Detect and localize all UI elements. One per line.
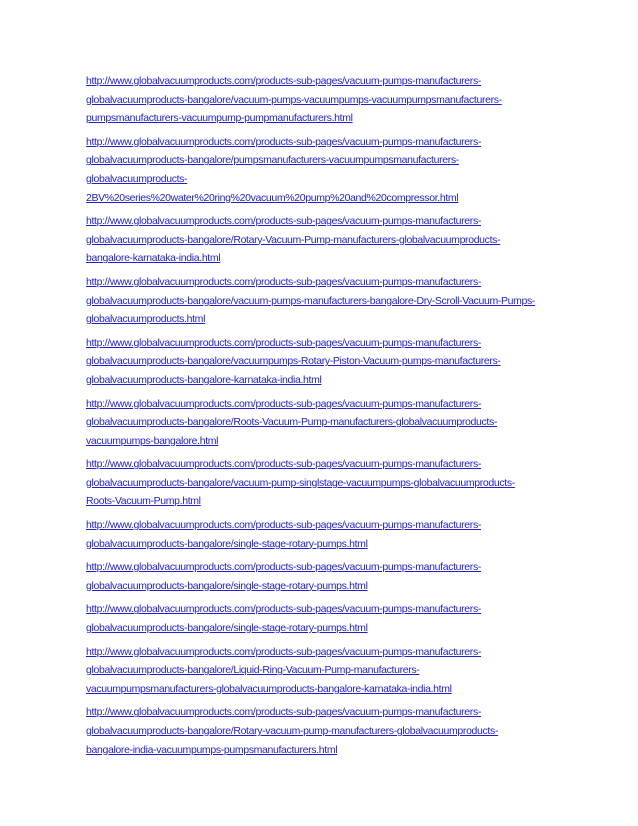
link-item[interactable] xyxy=(86,395,576,451)
link-text-line[interactable]: globalvacuumproducts-bangalore/pumpsmanufacturers-vacuumpumpsmanufacturers- xyxy=(86,154,459,167)
link-text-line[interactable]: globalvacuumproducts-bangalore/vacuumpumps-Rotary-Piston-Vacuum-pumps-manufacturers- xyxy=(86,355,501,368)
link-text-line[interactable]: http://www.globalvacuumproducts.com/products-sub-pages/vacuum-pumps-manufacturers- xyxy=(86,706,481,719)
link-item[interactable] xyxy=(86,334,576,390)
link-text-line[interactable]: http://www.globalvacuumproducts.com/products-sub-pages/vacuum-pumps-manufacturers- xyxy=(86,645,481,658)
link-text-line[interactable]: pumpsmanufacturers-vacuumpump-pumpmanufacturers.html xyxy=(86,112,353,125)
link-text-line[interactable]: globalvacuumproducts-bangalore/single-stage-rotary-pumps.html xyxy=(86,537,368,550)
link-text-line[interactable]: globalvacuumproducts-bangalore/vacuum-pumps-vacuumpumps-vacuumpumpsmanufacturers- xyxy=(86,93,502,106)
link-item[interactable] xyxy=(86,643,576,699)
link-item[interactable] xyxy=(86,133,576,207)
link-item[interactable] xyxy=(86,703,576,759)
link-text-line[interactable]: http://www.globalvacuumproducts.com/products-sub-pages/vacuum-pumps-manufacturers- xyxy=(86,75,481,87)
link-text-line[interactable]: globalvacuumproducts-bangalore/vacuum-pumps-manufacturers-bangalore-Dry-Scroll-Vacuum-Pumps- xyxy=(86,294,536,307)
link-item[interactable] xyxy=(86,212,576,268)
link-text-line[interactable]: http://www.globalvacuumproducts.com/products-sub-pages/vacuum-pumps-manufacturers- xyxy=(86,336,481,349)
link-text-line[interactable]: globalvacuumproducts-bangalore/Roots-Vacuum-Pump-manufacturers-globalvacuumproducts- xyxy=(86,416,498,429)
link-item[interactable] xyxy=(86,72,576,128)
link-text-line[interactable]: http://www.globalvacuumproducts.com/products-sub-pages/vacuum-pumps-manufacturers- xyxy=(86,458,481,471)
link-text-line[interactable]: globalvacuumproducts-bangalore-karnataka-india.html xyxy=(86,373,322,386)
link-text-line[interactable]: globalvacuumproducts.html xyxy=(86,313,206,326)
link-item[interactable] xyxy=(86,600,576,637)
link-text-line[interactable]: http://www.globalvacuumproducts.com/products-sub-pages/vacuum-pumps-manufacturers- xyxy=(86,397,481,410)
link-text-line[interactable]: globalvacuumproducts-bangalore/vacuum-pump-singlstage-vacuumpumps-globalvacuumproducts- xyxy=(86,476,515,489)
link-text-line[interactable]: bangalore-karnataka-india.html xyxy=(86,252,221,265)
link-text-line[interactable]: vacuumpumps-bangalore.html xyxy=(86,434,219,447)
link-list xyxy=(86,72,576,764)
link-text-line[interactable]: globalvacuumproducts-bangalore/single-stage-rotary-pumps.html xyxy=(86,579,368,592)
link-text-line[interactable]: bangalore-india-vacuumpumps-pumpsmanufacturers.html xyxy=(86,743,338,756)
link-text-line[interactable]: globalvacuumproducts-bangalore/Rotary-Vacuum-Pump-manufacturers-globalvacuumproducts- xyxy=(86,233,501,246)
link-text-line[interactable]: globalvacuumproducts-bangalore/single-stage-rotary-pumps.html xyxy=(86,622,368,635)
link-text-line[interactable]: globalvacuumproducts-bangalore/Rotary-vacuum-pump-manufacturers-globalvacuumproducts- xyxy=(86,725,499,737)
link-text-line[interactable]: http://www.globalvacuumproducts.com/products-sub-pages/vacuum-pumps-manufacturers- xyxy=(86,275,481,288)
link-text-line[interactable]: globalvacuumproducts- xyxy=(86,172,188,185)
link-item[interactable] xyxy=(86,455,576,511)
link-text-line[interactable]: http://www.globalvacuumproducts.com/products-sub-pages/vacuum-pumps-manufacturers- xyxy=(86,215,481,228)
link-item[interactable] xyxy=(86,273,576,329)
link-text-line[interactable]: 2BV%20series%20water%20ring%20vacuum%20pump%20and%20compressor.html xyxy=(86,191,459,204)
link-text-line[interactable]: http://www.globalvacuumproducts.com/products-sub-pages/vacuum-pumps-manufacturers- xyxy=(86,519,481,532)
link-text-line[interactable]: globalvacuumproducts-bangalore/Liquid-Ring-Vacuum-Pump-manufacturers- xyxy=(86,664,420,677)
link-item[interactable] xyxy=(86,558,576,595)
link-text-line[interactable]: Roots-Vacuum-Pump.html xyxy=(86,495,201,508)
link-text-line[interactable]: http://www.globalvacuumproducts.com/products-sub-pages/vacuum-pumps-manufacturers- xyxy=(86,603,481,616)
link-text-line[interactable]: vacuumpumpsmanufacturers-globalvacuumproducts-bangalore-karnataka-india.html xyxy=(86,682,452,695)
link-item[interactable] xyxy=(86,516,576,553)
link-text-line[interactable]: http://www.globalvacuumproducts.com/products-sub-pages/vacuum-pumps-manufacturers- xyxy=(86,135,481,148)
link-text-line[interactable]: http://www.globalvacuumproducts.com/products-sub-pages/vacuum-pumps-manufacturers- xyxy=(86,561,481,574)
